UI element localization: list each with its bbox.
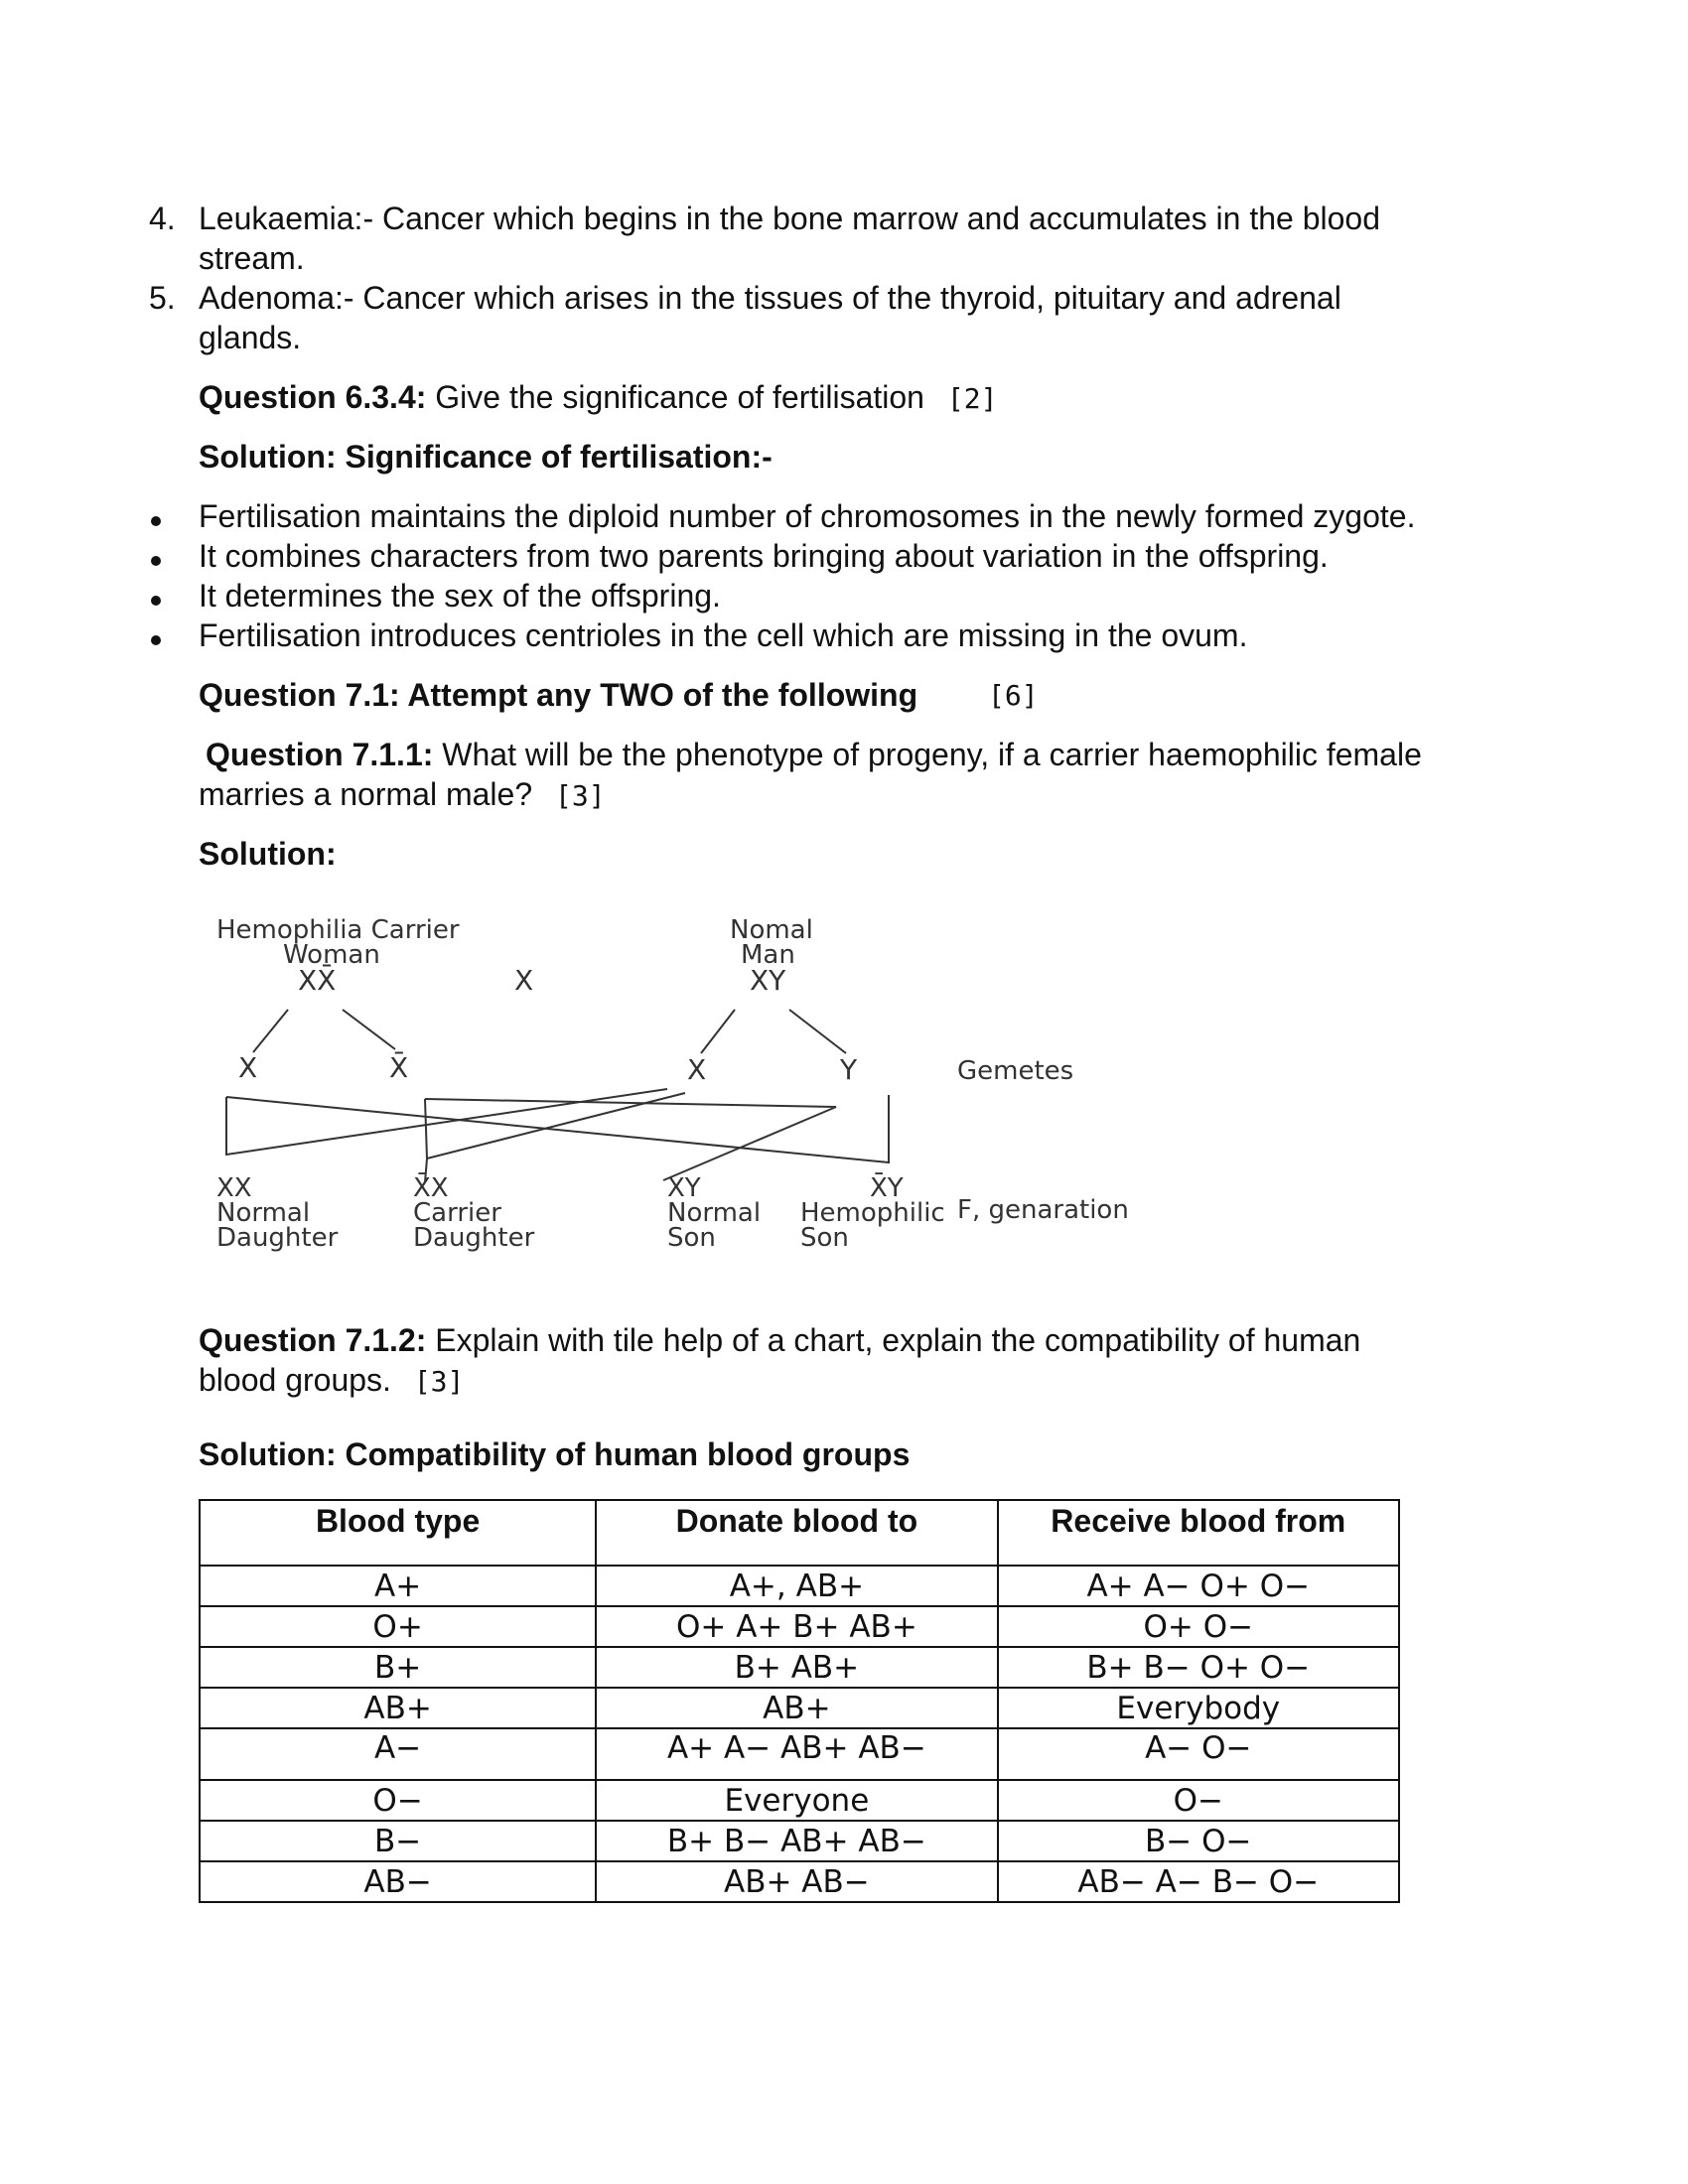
table-row <box>200 1780 1399 1821</box>
branch-line <box>701 1010 735 1053</box>
list-number: 5. <box>149 280 176 316</box>
list-item-text: Leukaemia:- Cancer which begins in the bone marrow and accumulates in the blood <box>199 201 1381 236</box>
generation-label: F, genaration <box>957 1195 1129 1225</box>
question-7-1-1 <box>206 735 1422 774</box>
offspring-genotype: X̄Y <box>870 1173 904 1203</box>
cell-blood-type: A− <box>200 1728 596 1780</box>
question-label: Question 6.3.4: <box>199 379 427 415</box>
cell-receive-from: O+ O− <box>998 1606 1399 1647</box>
question-text: Explain with tile help of a chart, explain the compatibility of human <box>426 1322 1361 1358</box>
branch-line <box>343 1010 395 1049</box>
gametes-label: Gemetes <box>957 1056 1074 1086</box>
question-7-1-1-continued <box>199 774 606 816</box>
cell-receive-from: A− O− <box>998 1728 1399 1780</box>
cell-blood-type: B− <box>200 1821 596 1861</box>
table-row <box>200 1606 1399 1647</box>
cell-receive-from: B− O− <box>998 1821 1399 1861</box>
question-label: Question 7.1.1: <box>206 737 434 772</box>
offspring-label-line2: Daughter <box>216 1223 339 1253</box>
question-text: Give the significance of fertilisation <box>426 379 924 415</box>
question-text: What will be the phenotype of progeny, if a carrier haemophilic female <box>433 737 1422 772</box>
cell-donate-to: AB+ AB− <box>596 1861 997 1902</box>
gamete-x-bar: X̄ <box>389 1051 409 1084</box>
bullet-item: Fertilisation maintains the diploid number of chromosomes in the newly formed zygote. <box>199 498 1416 534</box>
cell-donate-to: AB+ <box>596 1688 997 1728</box>
bullet-item: It combines characters from two parents bringing about variation in the offspring. <box>199 538 1329 574</box>
list-number: 4. <box>149 201 176 236</box>
cell-blood-type: O+ <box>200 1606 596 1647</box>
offspring-label-line1: Carrier <box>413 1198 501 1228</box>
marks: [2] <box>946 382 998 415</box>
table-row <box>200 1861 1399 1902</box>
man-genotype: XY <box>750 964 786 997</box>
cell-donate-to: B+ AB+ <box>596 1647 997 1688</box>
cell-blood-type: A+ <box>200 1566 596 1606</box>
cell-donate-to: B+ B− AB+ AB− <box>596 1821 997 1861</box>
offspring-label-line2: Son <box>667 1223 716 1253</box>
list-item-text: Adenoma:- Cancer which arises in the tissues of the thyroid, pituitary and adrenal <box>199 280 1341 316</box>
offspring-genotype: XX <box>216 1173 252 1203</box>
question-7-1-heading: Question 7.1: Attempt any TWO of the following <box>199 677 918 713</box>
cell-donate-to: A+ A− AB+ AB− <box>596 1728 997 1780</box>
offspring-genotype: XY <box>667 1173 701 1203</box>
cell-donate-to: Everyone <box>596 1780 997 1821</box>
question-7-1-2 <box>199 1320 1360 1360</box>
man-label-line2: Man <box>741 940 795 970</box>
woman-genotype: XX̄ <box>298 964 337 997</box>
list-item-text-continued: glands. <box>199 320 302 355</box>
cell-receive-from: AB− A− B− O− <box>998 1861 1399 1902</box>
solution-label: Solution: <box>199 836 337 872</box>
man-label-line1: Nomal <box>730 915 813 945</box>
question-6-3-4 <box>199 377 997 419</box>
cell-donate-to: O+ A+ B+ AB+ <box>596 1606 997 1647</box>
solution-heading: Solution: Significance of fertilisation:- <box>199 439 773 475</box>
bullet-item: Fertilisation introduces centrioles in the cell which are missing in the ovum. <box>199 617 1248 653</box>
offspring-label-line1: Normal <box>216 1198 311 1228</box>
gamete-x: X <box>687 1053 707 1086</box>
table-row <box>200 1688 1399 1728</box>
cell-blood-type: AB− <box>200 1861 596 1902</box>
bullet-dot <box>151 635 161 645</box>
question-7-1-2-continued <box>199 1360 464 1402</box>
table-row <box>200 1728 1399 1780</box>
solution-heading: Solution: Compatibility of human blood groups <box>199 1436 911 1472</box>
offspring-label-line2: Son <box>800 1223 849 1253</box>
cell-receive-from: B+ B− O+ O− <box>998 1647 1399 1688</box>
branch-line <box>789 1010 846 1053</box>
marks: [3] <box>555 779 606 812</box>
bullet-dot <box>151 596 161 606</box>
list-item-text-continued: stream. <box>199 240 305 276</box>
table-row <box>200 1566 1399 1606</box>
table-header-row <box>200 1500 1399 1566</box>
blood-compatibility-table <box>199 1499 1400 1903</box>
offspring-label-line1: Normal <box>667 1198 762 1228</box>
header-blood-type: Blood type <box>200 1500 596 1566</box>
offspring-label-line2: Daughter <box>413 1223 535 1253</box>
marks: [6] <box>988 679 1039 712</box>
bullet-dot <box>151 516 161 526</box>
table-row <box>200 1647 1399 1688</box>
marks: [3] <box>413 1365 465 1398</box>
question-text-continued: marries a normal male? <box>199 776 533 812</box>
cell-blood-type: O− <box>200 1780 596 1821</box>
bullet-item: It determines the sex of the offspring. <box>199 578 721 614</box>
header-receive-from: Receive blood from <box>998 1500 1399 1566</box>
cell-donate-to: A+, AB+ <box>596 1566 997 1606</box>
header-donate-to: Donate blood to <box>596 1500 997 1566</box>
gamete-x: X <box>238 1051 258 1084</box>
cell-receive-from: A+ A− O+ O− <box>998 1566 1399 1606</box>
cell-blood-type: AB+ <box>200 1688 596 1728</box>
gamete-y: Y <box>840 1053 858 1086</box>
question-label: Question 7.1.2: <box>199 1322 427 1358</box>
haemophilia-cross-diagram <box>209 908 1142 1266</box>
offspring-label-line1: Hemophilic <box>800 1198 945 1228</box>
cross-symbol: X <box>514 964 534 997</box>
bullet-dot <box>151 556 161 566</box>
cell-receive-from: Everybody <box>998 1688 1399 1728</box>
cross-line <box>425 1099 836 1180</box>
offspring-genotype: X̄X <box>413 1173 449 1203</box>
woman-label-line2: Woman <box>283 940 380 970</box>
cell-receive-from: O− <box>998 1780 1399 1821</box>
cell-blood-type: B+ <box>200 1647 596 1688</box>
question-text-continued: blood groups. <box>199 1362 391 1398</box>
table-row <box>200 1821 1399 1861</box>
woman-label-line1: Hemophilia Carrier <box>216 915 460 945</box>
branch-line <box>253 1010 288 1052</box>
